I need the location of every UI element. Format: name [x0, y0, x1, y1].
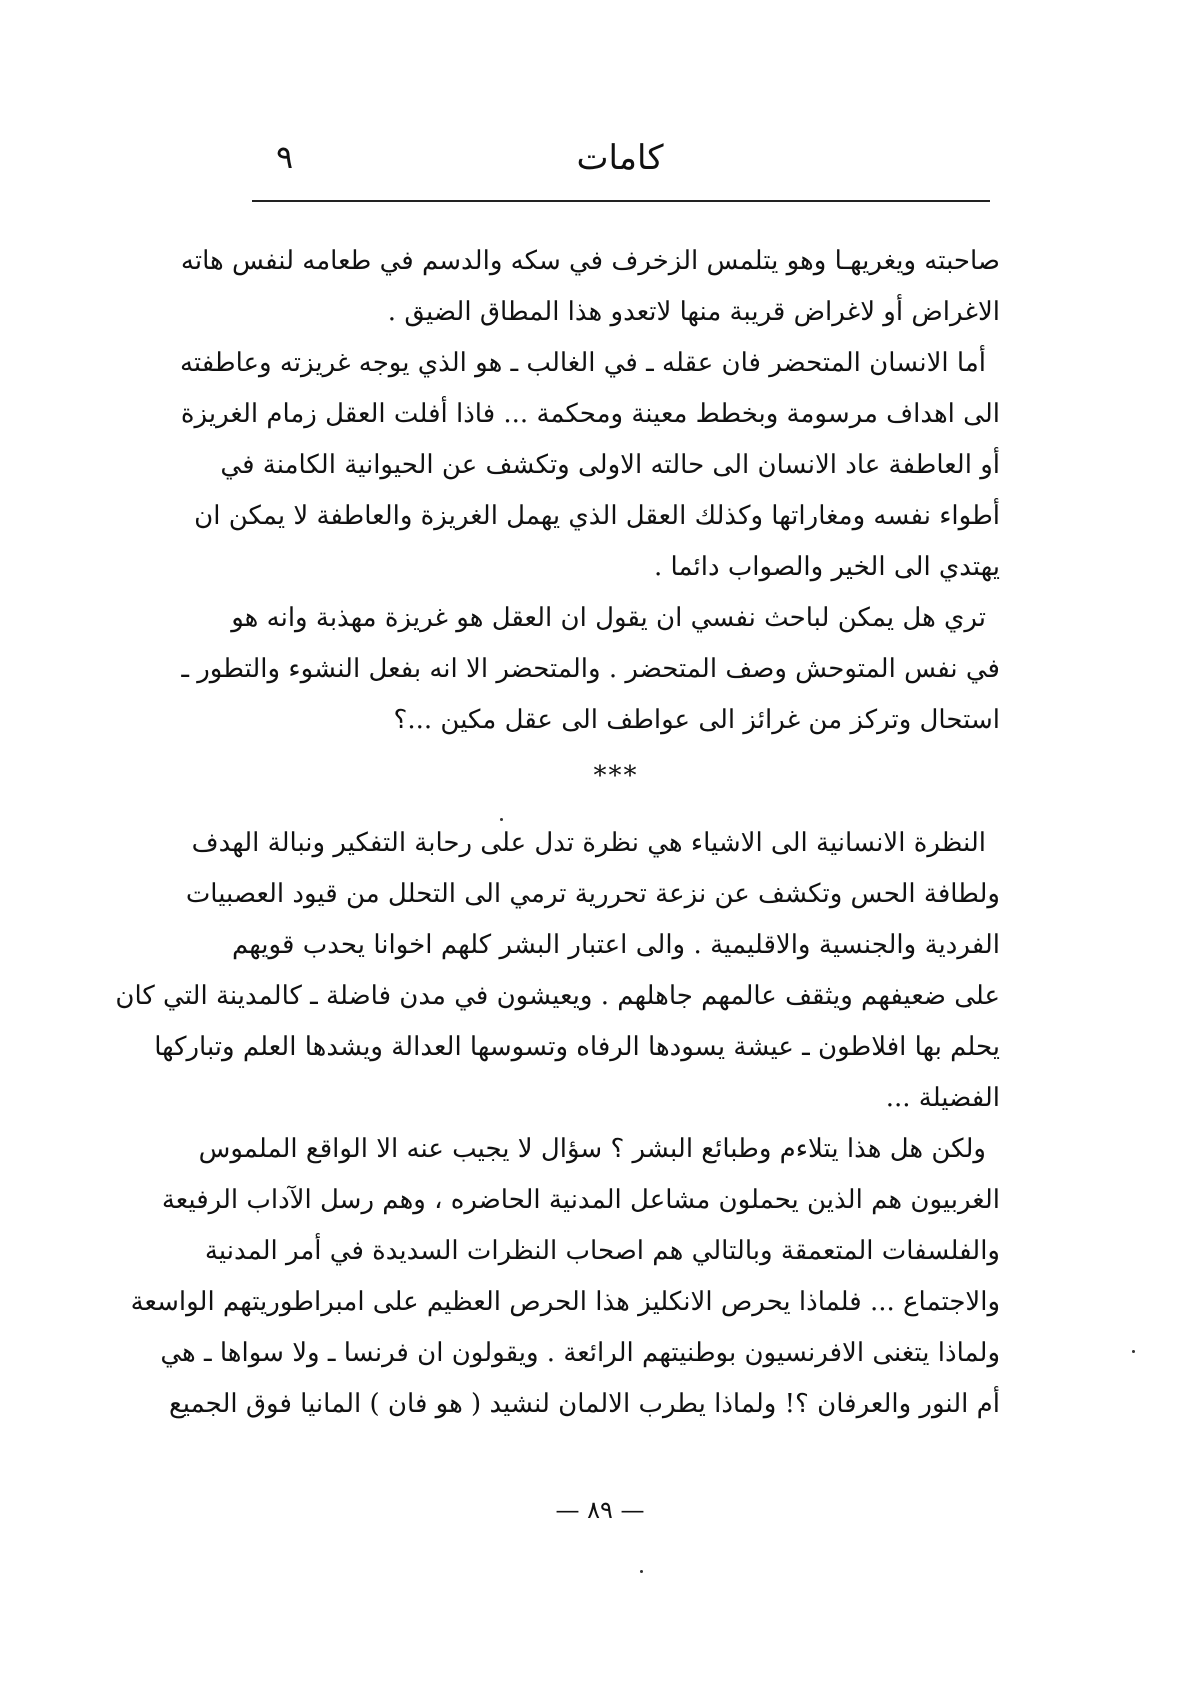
scan-speck: [500, 818, 503, 821]
text-line: أو العاطفة عاد الانسان الى حالته الاولى وتكشف عن الحيوانية الكامنة في: [220, 450, 1000, 480]
page-header: [250, 138, 990, 186]
paragraph: [130, 1124, 1000, 1430]
scan-speck: [640, 1570, 643, 1573]
text-line: يهتدي الى الخير والصواب دائما .: [654, 552, 1000, 582]
header-page-number: ٩: [276, 138, 294, 176]
body-text: [115, 236, 1000, 1430]
text-line: الفضيلة ...: [885, 1083, 1000, 1113]
running-title: كامات: [576, 138, 664, 178]
paragraph: [179, 338, 1000, 593]
text-line: يحلم بها افلاطون ـ عيشة يسودها الرفاه وتسوسها العدالة ويشدها العلم وتباركها: [154, 1032, 1000, 1062]
text-line: الاغراض أو لاغراض قريبة منها لاتعدو هذا المطاق الضيق .: [387, 297, 1000, 327]
paragraph: [115, 818, 1000, 1124]
text-line: ولطافة الحس وتكشف عن نزعة تحررية ترمي الى التحلل من قيود العصبيات: [185, 879, 1000, 909]
paragraph: [181, 593, 1000, 746]
text-line: الغربيون هم الذين يحملون مشاعل المدنية الحاضره ، وهم رسل الآداب الرفيعة: [161, 1185, 1000, 1215]
text-line: الى اهداف مرسومة وبخطط معينة ومحكمة ... فاذا أفلت العقل زمام الغريزة: [180, 399, 1000, 429]
text-line: ولماذا يتغنى الافرنسيون بوطنيتهم الرائعة . ويقولون ان فرنسا ـ ولا سواها ـ هي: [160, 1338, 1000, 1368]
text-line: الفردية والجنسية والاقليمية . والى اعتبار البشر كلهم اخوانا يحدب قويهم: [232, 930, 1000, 960]
header-divider: [252, 200, 990, 202]
text-line: صاحبته ويغريهـا وهو يتلمس الزخرف في سكه والدسم في طعامه لنفس هاته: [180, 246, 1000, 276]
text-line: استحال وتركز من غرائز الى عواطف الى عقل مكين ...؟: [393, 705, 1000, 735]
text-line: والفلسفات المتعمقة وبالتالي هم اصحاب النظرات السديدة في أمر المدنية: [204, 1236, 1000, 1266]
text-line: النظرة الانسانية الى الاشياء هي نظرة تدل على رحابة التفكير ونبالة الهدف: [191, 828, 986, 858]
text-line: والاجتماع ... فلماذا يحرص الانكليز هذا الحرص العظيم على امبراطوريتهم الواسعة: [130, 1287, 1000, 1317]
text-line: على ضعيفهم ويثقف عالمهم جاهلهم . ويعيشون في مدن فاضلة ـ كالمدينة التي كان: [115, 981, 1000, 1011]
scan-speck: [1132, 1350, 1135, 1353]
text-line: أم النور والعرفان ؟! ولماذا يطرب الالمان لنشيد ( هو فان ) المانيا فوق الجميع: [168, 1389, 1000, 1419]
text-line: ولكن هل هذا يتلاءم وطبائع البشر ؟ سؤال لا يجيب عنه الا الواقع الملموس: [198, 1134, 986, 1164]
text-line: تري هل يمكن لباحث نفسي ان يقول ان العقل هو غريزة مهذبة وانه هو: [231, 603, 986, 633]
paragraph: [180, 236, 1000, 338]
text-line: في نفس المتوحش وصف المتحضر . والمتحضر الا انه بفعل النشوء والتطور ـ: [181, 654, 1000, 684]
section-separator: ***: [593, 761, 639, 791]
text-line: أطواء نفسه ومغاراتها وكذلك العقل الذي يهمل الغريزة والعاطفة لا يمكن ان: [194, 501, 1000, 531]
text-line: أما الانسان المتحضر فان عقله ـ في الغالب ـ هو الذي يوجه غريزته وعاطفته: [179, 348, 986, 378]
page-footer-number: — ٨٩ —: [555, 1496, 645, 1524]
